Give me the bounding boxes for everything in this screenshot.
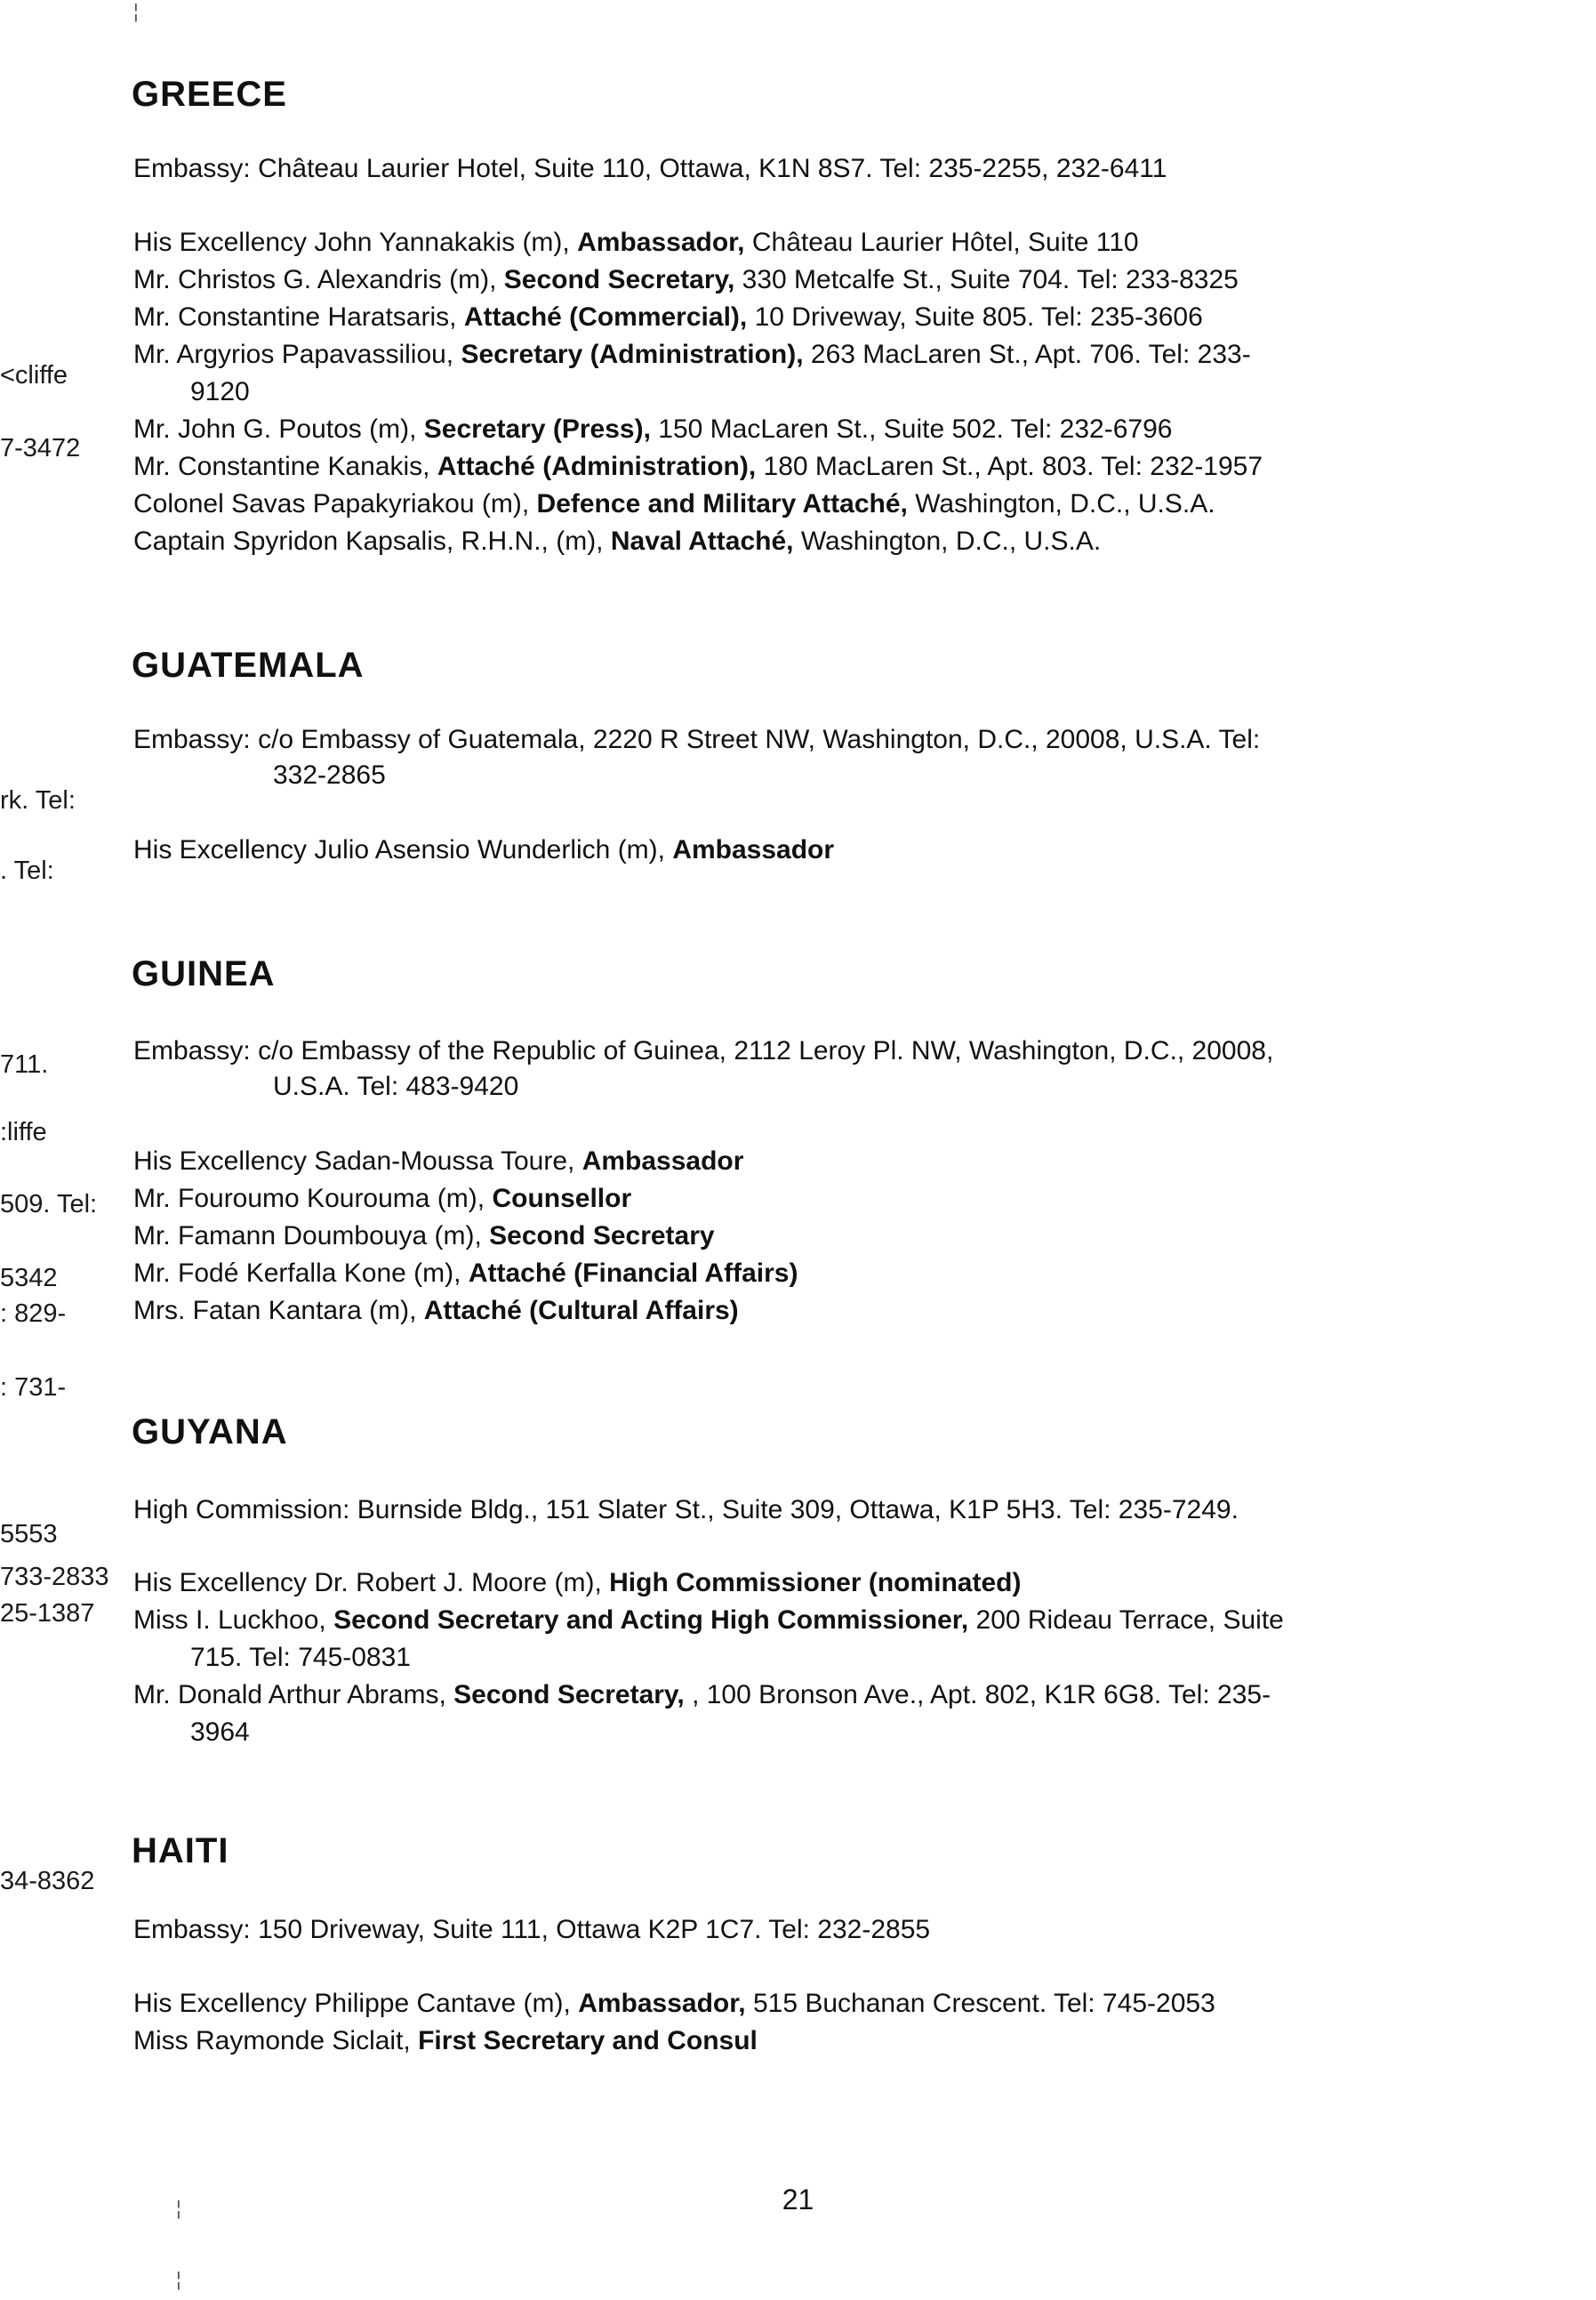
staff-entry: Captain Spyridon Kapsalis, R.H.N., (m), Naval Attaché, Washington, D.C., U.S.A.: [133, 527, 1102, 556]
staff-entry: His Excellency Philippe Cantave (m), Ambassador, 515 Buchanan Crescent. Tel: 745-2053: [133, 1989, 1215, 2018]
staff-entry: Mr. Constantine Kanakis, Attaché (Administration), 180 MacLaren St., Apt. 803. Tel: 232-1957: [133, 452, 1263, 481]
margin-fragment: 509. Tel:: [0, 1190, 98, 1218]
margin-fragment: : 731-: [0, 1373, 67, 1402]
embassy-address-guatemala: [133, 722, 1467, 793]
scan-mark: ¦: [176, 2268, 181, 2290]
margin-fragment: :liffe: [0, 1118, 47, 1146]
staff-entry: Colonel Savas Papakyriakou (m), Defence and Military Attaché, Washington, D.C., U.S.A.: [133, 489, 1215, 519]
staff-entry: Mr. Fouroumo Kourouma (m), Counsellor: [133, 1184, 632, 1213]
country-heading-haiti: HAITI: [132, 1831, 229, 1870]
staff-list-guinea: [133, 1143, 1467, 1330]
staff-entry: Mr. Fodé Kerfalla Kone (m), Attaché (Financial Affairs): [133, 1259, 798, 1288]
margin-fragment: <cliffe: [0, 361, 68, 390]
staff-entry: Mr. Famann Doumbouya (m), Second Secretary: [133, 1221, 715, 1251]
country-heading-greece: GREECE: [132, 75, 287, 114]
staff-list-haiti: [133, 1985, 1467, 2060]
margin-fragment: 5342: [0, 1264, 58, 1292]
embassy-address-haiti: [133, 1912, 1467, 1948]
staff-entry: Miss Raymonde Siclait, First Secretary and Consul: [133, 2026, 758, 2055]
embassy-address-greece: [133, 151, 1467, 187]
staff-entry: Miss I. Luckhoo, Second Secretary and Acting High Commissioner, 200 Rideau Terrace, Suite 715. Tel: 745-0831: [133, 1605, 1284, 1672]
margin-fragment: 25-1387: [0, 1599, 95, 1628]
embassy-line: Burnside Bldg., 151 Slater St., Suite 309, Ottawa, K1P 5H3. Tel: 235-7249.: [357, 1495, 1239, 1524]
margin-fragment: 5553: [0, 1520, 58, 1548]
staff-entry: Mr. Constantine Haratsaris, Attaché (Commercial), 10 Driveway, Suite 805. Tel: 235-3606: [133, 302, 1203, 332]
embassy-label: High Commission:: [133, 1495, 350, 1524]
embassy-line: 150 Driveway, Suite 111, Ottawa K2P 1C7. Tel: 232-2855: [258, 1915, 931, 1944]
margin-fragment: rk. Tel:: [0, 786, 76, 815]
embassy-line: c/o Embassy of the Republic of Guinea, 2112 Leroy Pl. NW, Washington, D.C., 20008,: [258, 1036, 1274, 1066]
staff-list-greece: [133, 224, 1467, 560]
embassy-line: U.S.A. Tel: 483-9420: [273, 1072, 519, 1101]
margin-fragment: 7-3472: [0, 434, 81, 462]
staff-entry: His Excellency Julio Asensio Wunderlich (m), Ambassador: [133, 835, 835, 865]
embassy-address-guinea: [133, 1033, 1467, 1105]
page-number: 21: [782, 2183, 814, 2216]
margin-fragment: 733-2833: [0, 1563, 109, 1591]
margin-fragment: 34-8362: [0, 1867, 95, 1895]
staff-list-guyana: [133, 1564, 1467, 1751]
staff-entry: Mr. Christos G. Alexandris (m), Second Secretary, 330 Metcalfe St., Suite 704. Tel: 233-8325: [133, 265, 1239, 294]
embassy-address-guyana: [133, 1492, 1467, 1528]
country-heading-guatemala: GUATEMALA: [132, 646, 365, 685]
embassy-label: Embassy:: [133, 725, 251, 754]
staff-list-guatemala: [133, 832, 1467, 869]
country-heading-guyana: GUYANA: [132, 1412, 288, 1452]
staff-entry: His Excellency Dr. Robert J. Moore (m), High Commissioner (nominated): [133, 1568, 1022, 1597]
embassy-line: Château Laurier Hotel, Suite 110, Ottawa, K1N 8S7. Tel: 235-2255, 232-6411: [258, 154, 1167, 183]
staff-entry: Mr. Argyrios Papavassiliou, Secretary (Administration), 263 MacLaren St., Apt. 706. Tel: 233- 9120: [133, 340, 1251, 406]
scan-mark: ¦: [133, 0, 139, 22]
embassy-label: Embassy:: [133, 1036, 251, 1066]
margin-fragment: . Tel:: [0, 856, 54, 885]
embassy-label: Embassy:: [133, 154, 251, 183]
embassy-line: c/o Embassy of Guatemala, 2220 R Street NW, Washington, D.C., 20008, U.S.A. Tel:: [258, 725, 1261, 754]
staff-entry: His Excellency John Yannakakis (m), Ambassador, Château Laurier Hôtel, Suite 110: [133, 228, 1139, 257]
margin-fragment: : 829-: [0, 1299, 67, 1328]
staff-entry: Mr. John G. Poutos (m), Secretary (Press), 150 MacLaren St., Suite 502. Tel: 232-6796: [133, 414, 1173, 444]
margin-fragment: 711.: [0, 1050, 49, 1079]
scan-mark: ¦: [176, 2197, 181, 2219]
embassy-line: 332-2865: [273, 760, 386, 790]
staff-entry: Mrs. Fatan Kantara (m), Attaché (Cultural Affairs): [133, 1296, 739, 1325]
staff-entry: His Excellency Sadan-Moussa Toure, Ambassador: [133, 1146, 744, 1176]
country-heading-guinea: GUINEA: [132, 954, 276, 993]
staff-entry: Mr. Donald Arthur Abrams, Second Secretary, , 100 Bronson Ave., Apt. 802, K1R 6G8. Tel: 235- 3964: [133, 1680, 1271, 1747]
embassy-label: Embassy:: [133, 1915, 251, 1944]
